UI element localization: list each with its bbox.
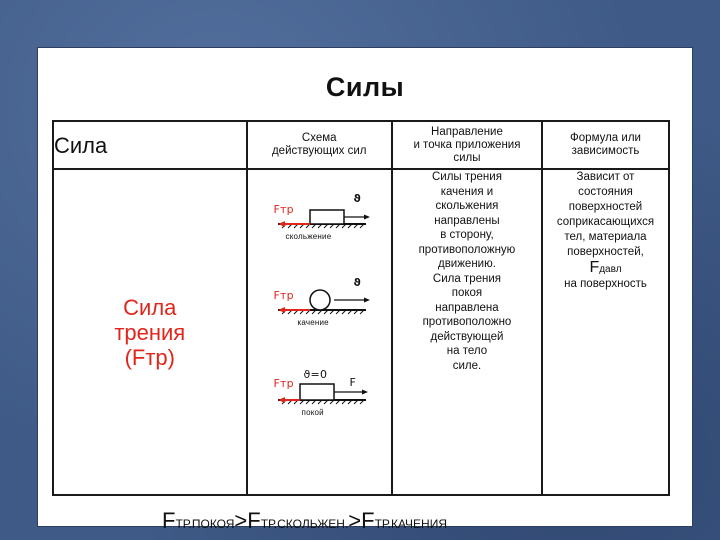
formula-lines bbox=[543, 170, 668, 260]
header-direction-line: силы bbox=[453, 151, 481, 164]
rest-force-label: F bbox=[349, 376, 357, 389]
rest-friction-label: Fтр bbox=[273, 377, 294, 390]
inequality-gt2: > bbox=[348, 508, 362, 533]
formula-line: тел, материала bbox=[564, 231, 647, 243]
rest-caption: покой bbox=[301, 408, 324, 417]
inequality-gt1: > bbox=[234, 508, 248, 533]
formula-fdavl bbox=[543, 260, 668, 277]
header-direction-line: и точка приложения bbox=[413, 138, 521, 151]
friction-force-name bbox=[53, 169, 247, 495]
table-header-row bbox=[53, 121, 669, 169]
formula-cell bbox=[542, 169, 669, 495]
header-formula bbox=[542, 121, 669, 169]
force-name-line: (Fтр) bbox=[124, 344, 175, 370]
formula-line: Зависит от bbox=[576, 171, 635, 183]
direction-line: Силы трения bbox=[431, 171, 502, 183]
direction-line: направлена bbox=[435, 301, 499, 314]
slide bbox=[38, 48, 692, 533]
direction-line: покоя bbox=[451, 287, 483, 299]
sliding-friction-label: Fтр bbox=[273, 203, 294, 216]
fdavl-subscript: давл bbox=[599, 264, 622, 275]
rolling-diagram bbox=[248, 268, 394, 338]
direction-line: движению. bbox=[437, 258, 496, 270]
table-row-friction bbox=[53, 169, 669, 495]
direction-line: силе. bbox=[452, 359, 482, 372]
header-direction bbox=[392, 121, 542, 169]
direction-cell bbox=[392, 169, 542, 495]
direction-line: скольжения bbox=[435, 200, 499, 212]
direction-line: направлены bbox=[434, 214, 500, 227]
formula-last-line: на поверхность bbox=[564, 278, 647, 290]
header-formula-line: зависимость bbox=[571, 145, 640, 157]
header-scheme-line: Схема bbox=[301, 132, 337, 144]
rolling-caption: качение bbox=[297, 318, 329, 327]
direction-line: на тело bbox=[446, 345, 488, 357]
header-formula-line: Формула или bbox=[570, 132, 641, 144]
inequality-f1: F bbox=[162, 508, 176, 533]
fdavl-symbol: F bbox=[589, 259, 600, 276]
rolling-velocity-label: ϑ bbox=[353, 276, 361, 289]
scheme-rolling bbox=[248, 268, 391, 358]
direction-line: в сторону, bbox=[440, 229, 494, 241]
formula-line: состояния bbox=[578, 186, 633, 198]
force-name-line: трения bbox=[114, 319, 186, 345]
direction-line: противоположную bbox=[418, 243, 516, 256]
friction-inequality bbox=[162, 508, 447, 534]
force-name-line: Сила bbox=[123, 294, 177, 320]
rest-velocity-label: ϑ=0 bbox=[303, 368, 328, 381]
header-direction-line: Направление bbox=[431, 125, 503, 138]
direction-line: качения и bbox=[440, 185, 494, 198]
schemes-cell bbox=[247, 169, 392, 495]
inequality-sub2: ТР.СКОЛЬЖЕН. bbox=[260, 517, 349, 531]
scheme-rest bbox=[248, 356, 391, 446]
direction-line: противоположно bbox=[422, 316, 512, 328]
header-scheme-line: действующих сил bbox=[271, 145, 367, 157]
inequality-sub1: ТР.ПОКОЯ bbox=[175, 517, 235, 531]
sliding-caption: скольжение bbox=[285, 232, 332, 241]
forces-table bbox=[52, 120, 670, 496]
formula-line: поверхностей, bbox=[567, 246, 644, 258]
direction-line: Сила трения bbox=[432, 272, 501, 285]
formula-line: соприкасающихся bbox=[556, 216, 655, 228]
inequality-f3: F bbox=[361, 508, 375, 533]
inequality-f2: F bbox=[247, 508, 261, 533]
sliding-diagram bbox=[248, 184, 394, 254]
slide-title: Силы bbox=[325, 72, 405, 102]
rolling-friction-label: Fтр bbox=[273, 289, 294, 302]
formula-line: поверхностей bbox=[568, 201, 643, 213]
inequality-sub3: ТР.КАЧЕНИЯ bbox=[374, 517, 448, 531]
header-force: Сила bbox=[53, 121, 247, 169]
direction-line: действующей bbox=[430, 330, 504, 343]
scheme-sliding bbox=[248, 184, 391, 274]
header-scheme bbox=[247, 121, 392, 169]
sliding-velocity-label: ϑ bbox=[353, 192, 361, 205]
